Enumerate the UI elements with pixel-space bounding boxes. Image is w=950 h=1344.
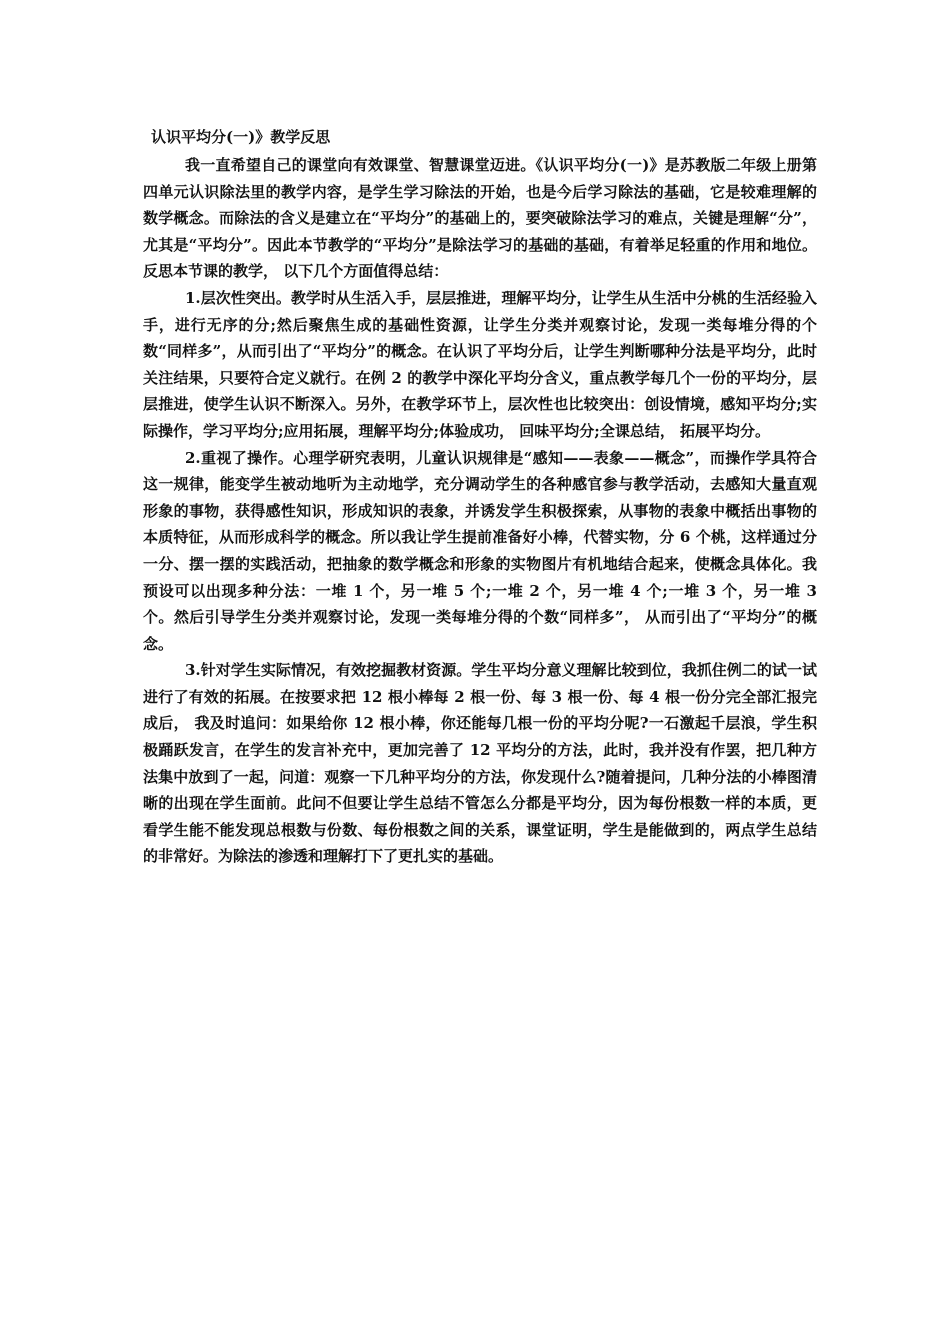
paragraph-point-3: 3.针对学生实际情况，有效挖掘教材资源。学生平均分意义理解比较到位，我抓住例二的试一试进行了有效的拓展。在按要求把 12 根小棒每 2 根一份、每 3 根一份、每 4 根一份分完全部汇报完成后， 我及时追问：如果给你 12 根小棒，你还能每几根一份的平均分呢?一石激起千层浪，学生积极踊跃发言，在学生的发言补充中，更加完善了 12 平均分的方法，此时，我并没有作罢，把几种方法集中放到了一起，问道：观察一下几种平均分的方法，你发现什么?随着提问，几种分法的小棒图清晰的出现在学生面前。此问不但要让学生总结不管怎么分都是平均分，因为每份根数一样的本质，更看学生能不能发现总根数与份数、每份根数之间的关系，课堂证明，学生是能做到的，两点学生总结的非常好。为除法的渗透和理解打下了更扎实的基础。 <box>143 661 817 866</box>
document-title: 认识平均分(一)》教学反思 <box>151 128 331 146</box>
paragraph-intro: 我一直希望自己的课堂向有效课堂、智慧课堂迈进。《认识平均分(一)》是苏教版二年级上册第四单元认识除法里的教学内容，是学生学习除法的开始，也是今后学习除法的基础，它是较难理解的数学概念。而除法的含义是建立在“平均分”的基础上的，要突破除法学习的难点，关键是理解“分”，尤其是“平均分”。因此本节教学的“平均分”是除法学习的基础的基础，有着举足轻重的作用和地位。 反思本节课的教学， 以下几个方面值得总结： <box>143 156 817 281</box>
paragraph-point-2: 2.重视了操作。心理学研究表明，儿童认识规律是“感知——表象——概念”，而操作学具符合这一规律，能变学生被动地听为主动地学，充分调动学生的各种感官参与教学活动，去感知大量直观形象的事物，获得感性知识，形成知识的表象，并诱发学生积极探索，从事物的表象中概括出事物的本质特征，从而形成科学的概念。所以我让学生提前准备好小棒，代替实物，分 6 个桃，这样通过分一分、摆一摆的实践活动，把抽象的数学概念和形象的实物图片有机地结合起来，使概念具体化。我预设可以出现多种分法：一堆 1 个，另一堆 5 个;一堆 2 个，另一堆 4 个;一堆 3 个，另一堆 3 个。然后引导学生分类并观察讨论，发现一类每堆分得的个数“同样多”， 从而引出了“平均分”的概念。 <box>143 448 817 653</box>
paragraph-point-1: 1.层次性突出。教学时从生活入手，层层推进，理解平均分，让学生从生活中分桃的生活经验入手，进行无序的分;然后聚焦生成的基础性资源，让学生分类并观察讨论，发现一类每堆分得的个数“同样多”，从而引出了“平均分”的概念。在认识了平均分后，让学生判断哪种分法是平均分，此时关注结果，只要符合定义就行。在例 2 的教学中深化平均分含义，重点教学每几个一份的平均分，层层推进，使学生认识不断深入。另外，在教学环节上，层次性也比较突出：创设情境，感知平均分;实际操作，学习平均分;应用拓展，理解平均分;体验成功， 回味平均分;全课总结， 拓展平均分。 <box>143 288 817 440</box>
document-body <box>143 122 817 870</box>
